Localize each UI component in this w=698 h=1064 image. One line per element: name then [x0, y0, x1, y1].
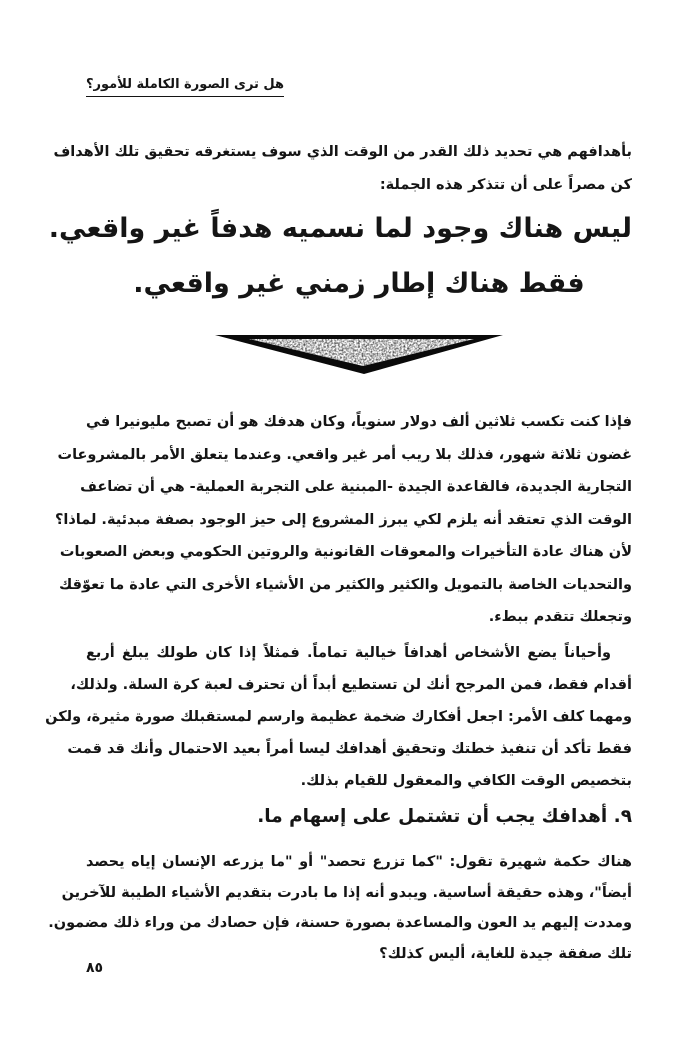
section-heading: ٩. أهدافك يجب أن تشتمل على إسهام ما.: [257, 806, 632, 827]
pull-quote: [48, 201, 632, 311]
body-line: فقط تأكد أن تنفيذ خطتك وتحقيق أهدافك ليسا أمراً بعيد الاحتمال وأنك قد قمت: [67, 741, 632, 757]
body-line: فإذا كنت تكسب ثلاثين ألف دولار سنوياً، وكان هدفك هو أن تصبح مليونيرا في: [86, 414, 632, 430]
divider-triangle-icon: [213, 330, 505, 376]
intro-line: كن مصراً على أن تتذكر هذه الجملة:: [379, 177, 632, 193]
body-line: لأن هناك عادة التأخيرات والمعوقات القانونية والروتين الحكومي وبعض الصعوبات: [59, 544, 632, 560]
body-line: التجارية الجديدة، فالقاعدة الجيدة -المبنية على التجربة العملية- هي أن تضاعف: [80, 479, 632, 495]
body-line: وأحياناً يضع الأشخاص أهدافاً خيالية تماماً. فمثلاً إذا كان طولك يبلغ أربع: [86, 645, 611, 661]
quote-line: ليس هناك وجود لما نسميه هدفاً غير واقعي.: [48, 213, 632, 244]
body-paragraph-2: [45, 637, 632, 797]
body-line: ومهما كلف الأمر: اجعل أفكارك ضخمة عظيمة وارسم لمستقبلك صورة مثيرة، ولكن: [45, 709, 632, 725]
running-header: هل ترى الصورة الكاملة للأمور؟: [86, 77, 284, 97]
body-line: وتجعلك تتقدم ببطء.: [488, 609, 632, 625]
closing-paragraph: [48, 847, 632, 969]
intro-paragraph: [53, 136, 632, 202]
body-line: ومددت إليهم يد العون والمساعدة بصورة حسنة، فإن حصادك من وراء ذلك مضمون.: [48, 915, 632, 931]
quote-line: فقط هناك إطار زمني غير واقعي.: [133, 268, 585, 299]
page-number: ٨٥: [86, 960, 104, 976]
body-line: أيضاً"، وهذه حقيقة أساسية. ويبدو أنه إذا ما بادرت بتقديم الأشياء الطيبة للآخرين: [61, 884, 632, 901]
body-line: تلك صفقة جيدة للغاية، أليس كذلك؟: [379, 945, 632, 962]
body-paragraph-1: [54, 406, 632, 634]
body-line: بتخصيص الوقت الكافي والمعقول للقيام بذلك.: [300, 773, 632, 789]
body-line: الوقت الذي تعتقد أنه يلزم لكي يبرز المشروع إلى حيز الوجود بصفة مبدئية. لماذا؟: [54, 511, 632, 528]
body-line: أقدام فقط، فمن المرجح أنك لن تستطيع أبداً أن تحترف لعبة كرة السلة. ولذلك،: [70, 677, 632, 693]
body-line: والتحديات الخاصة بالتمويل والكثير والكثير من الأشياء الأخرى التي عادة ما تعوّقك: [58, 576, 632, 593]
body-line: غضون ثلاثة شهور، فذلك بلا ريب أمر غير واقعي. وعندما يتعلق الأمر بالمشروعات: [57, 446, 632, 463]
intro-line: بأهدافهم هي تحديد ذلك القدر من الوقت الذي سوف يستغرقه تحقيق تلك الأهداف: [53, 144, 632, 160]
body-line: هناك حكمة شهيرة تقول: "كما تزرع تحصد" أو "ما يزرعه الإنسان إياه يحصد: [86, 854, 632, 870]
